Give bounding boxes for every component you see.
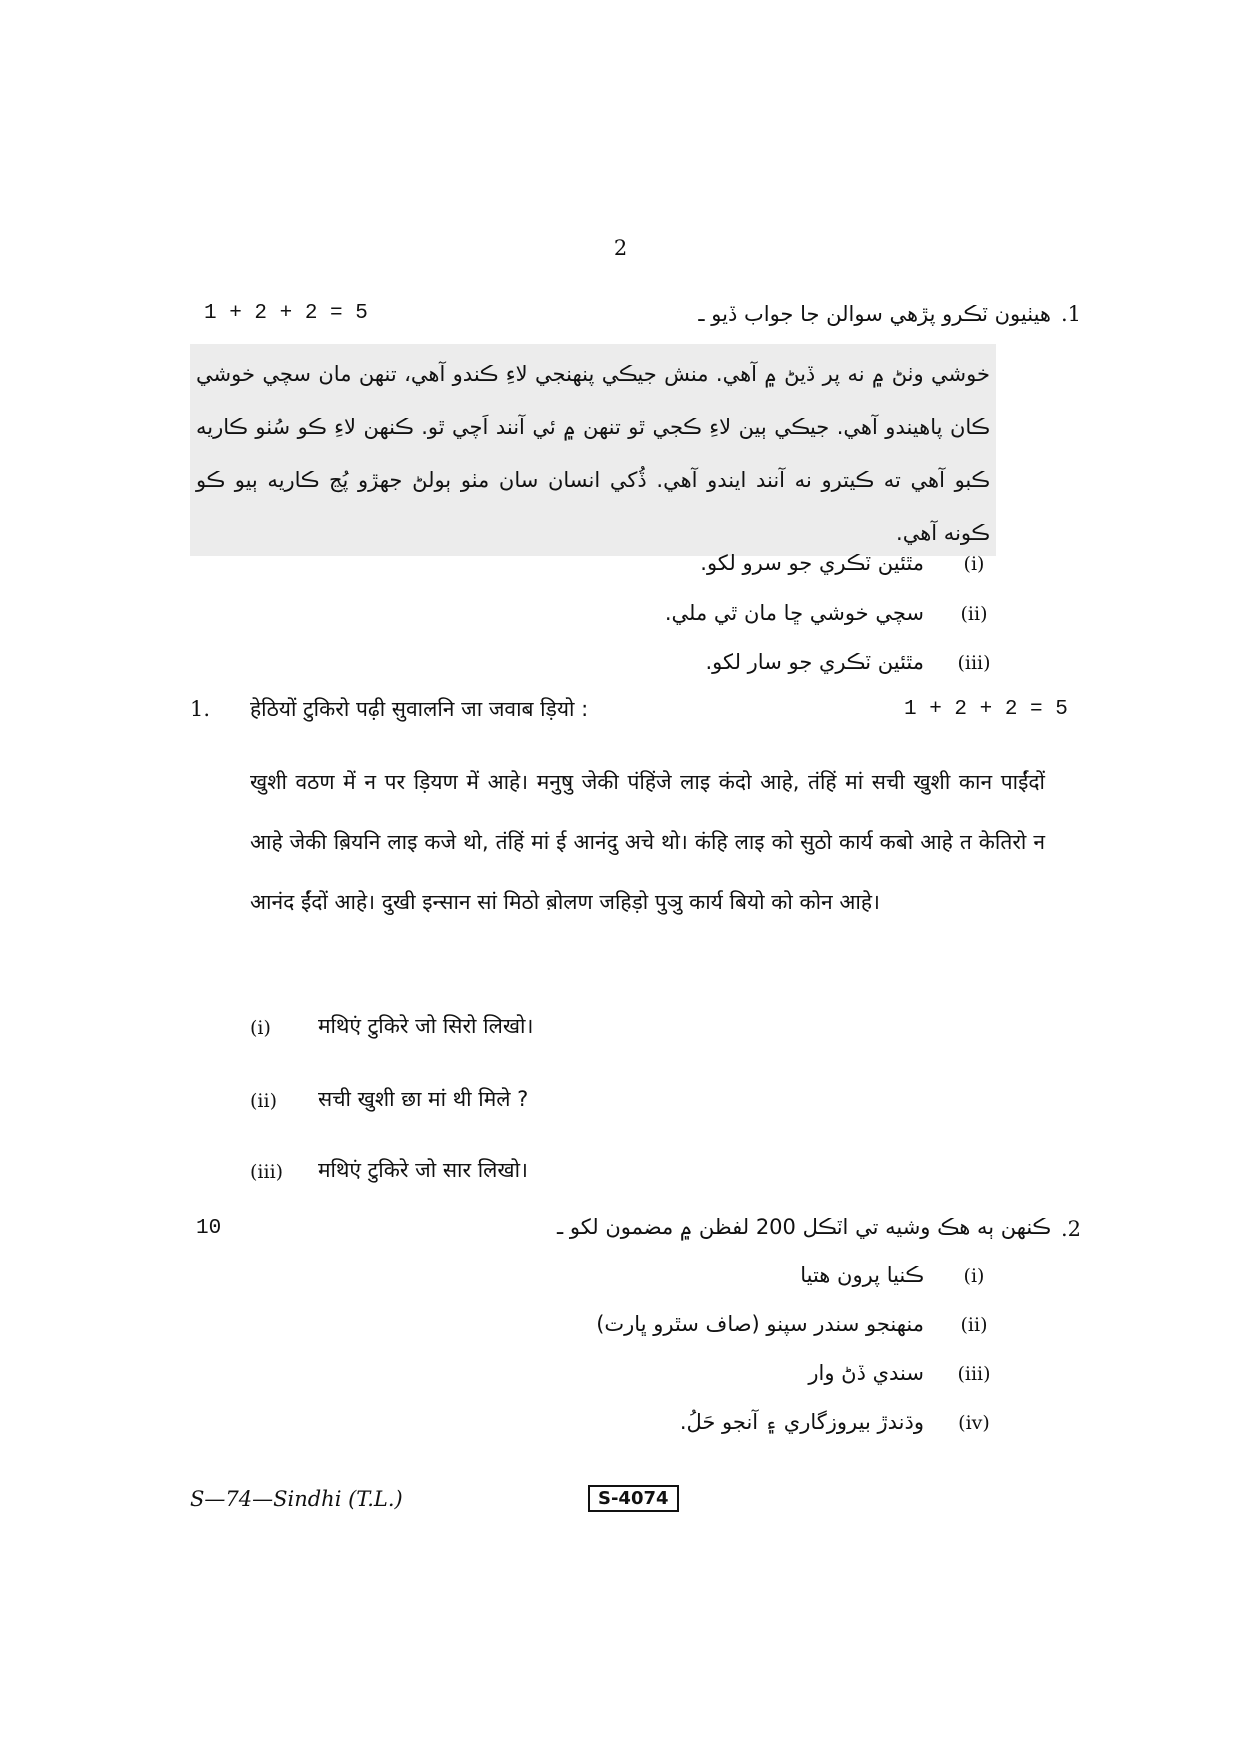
- q1-sindhi-sub-i-text: مٿئين ٽڪري جو سرو لکو.: [700, 551, 924, 575]
- q1-hindi-sub-i-num: (i): [250, 1017, 271, 1039]
- q1-sindhi-sub-iii-num: (iii): [957, 652, 991, 674]
- q2-sindhi-instruction: ڪنهن ٻه هڪ وشيه تي اٽڪل 200 لفظن ۾ مضمون لکو ـ: [557, 1215, 1051, 1239]
- q2-sindhi-sub-iv-num: (iv): [958, 1412, 990, 1434]
- q1-hindi-number: 1.: [190, 697, 211, 721]
- q1-sindhi-sub-iii-text: مٿئين ٽڪري جو سار لکو.: [705, 650, 924, 674]
- page-number: 2: [613, 236, 628, 260]
- q1-sindhi-number: .1: [1061, 302, 1082, 326]
- q2-sindhi-sub-iii-text: سندي ڏڻ وار: [808, 1361, 924, 1385]
- q1-sindhi-marks: 1 + 2 + 2 = 5: [204, 302, 368, 325]
- q1-sindhi-sub-ii-text: سچي خوشي ڇا مان ٿي ملي.: [664, 601, 924, 625]
- q2-sindhi-number: .2: [1061, 1217, 1082, 1241]
- q1-hindi-sub-iii-num: (iii): [250, 1161, 284, 1183]
- q1-hindi-instruction: हेठियों टुकिरो पढ़ी सुवालनि जा जवाब ड़ियो :: [250, 697, 589, 721]
- q2-sindhi-sub-ii-text: منهنجو سندر سپنو (صاف سٿرو ڀارت): [596, 1312, 924, 1336]
- q1-hindi-sub-ii-text: सची खुशी छा मां थी मिले ?: [318, 1087, 529, 1111]
- q1-sindhi-instruction: هيٺيون ٽڪرو پڙهي سوالن جا جواب ڏيو ـ: [698, 302, 1051, 326]
- q2-sindhi-sub-ii-num: (ii): [960, 1314, 988, 1336]
- q1-hindi-sub-i-text: मथिएं टुकिरे जो सिरो लिखो।: [318, 1014, 534, 1038]
- q2-sindhi-sub-iii-num: (iii): [957, 1363, 991, 1385]
- q2-sindhi-sub-i-text: ڪنيا پرون هتيا: [800, 1263, 924, 1287]
- footer-code-box: S-4074: [588, 1485, 679, 1512]
- q1-sindhi-sub-i-num: (i): [963, 553, 985, 575]
- q1-hindi-sub-ii-num: (ii): [250, 1090, 277, 1112]
- q1-sindhi-sub-ii-num: (ii): [960, 603, 988, 625]
- q1-hindi-marks: 1 + 2 + 2 = 5: [904, 698, 1068, 721]
- q1-sindhi-passage: خوشي وٺڻ ۾ نه پر ڏيڻ ۾ آهي. منش جيڪي پنهنجي لاءِ ڪندو آهي، تنهن مان سچي خوشي ڪان پاهيندو آهي. جيڪي ٻين لاءِ ڪجي ٿو تنهن ۾ ئي آنند اَچي ٿو. ڪنهن لاءِ ڪو سُٺو ڪاريه ڪبو آهي ته ڪيترو نه آنند ايندو آهي. ڏُکي انسان سان مٺو ٻولڻ جهڙو پُڃ ڪاريه ٻيو ڪو ڪونه آهي.: [196, 362, 990, 545]
- q1-hindi-sub-iii-text: मथिएं टुकिरे जो सार लिखो।: [318, 1158, 528, 1182]
- q1-hindi-passage: खुशी वठण में न पर ड़ियण में आहे। मनुषु जेकी पंहिंजे लाइ कंदो आहे, तंहिं मां सची खुशी कान पाईंदों आहे जेकी ब़ियनि लाइ कजे थो, तंहिं मां ई आनंदु अचे थो। कंहि लाइ को सुठो कार्य कबो आहे त केतिरो न आनंद ईंदों आहे। दुखी इन्सान सां मिठो ब़ोलण जहिड़ो पुञु कार्य बियो को कोन आहे।: [250, 770, 1045, 914]
- q2-sindhi-marks: 10: [196, 1217, 222, 1240]
- q2-sindhi-sub-i-num: (i): [963, 1265, 985, 1287]
- footer-subject: S—74—Sindhi (T.L.): [190, 1487, 403, 1511]
- q2-sindhi-sub-iv-text: وڌندڙ بيروزگاري ۽ آنجو حَلُ.: [679, 1410, 924, 1434]
